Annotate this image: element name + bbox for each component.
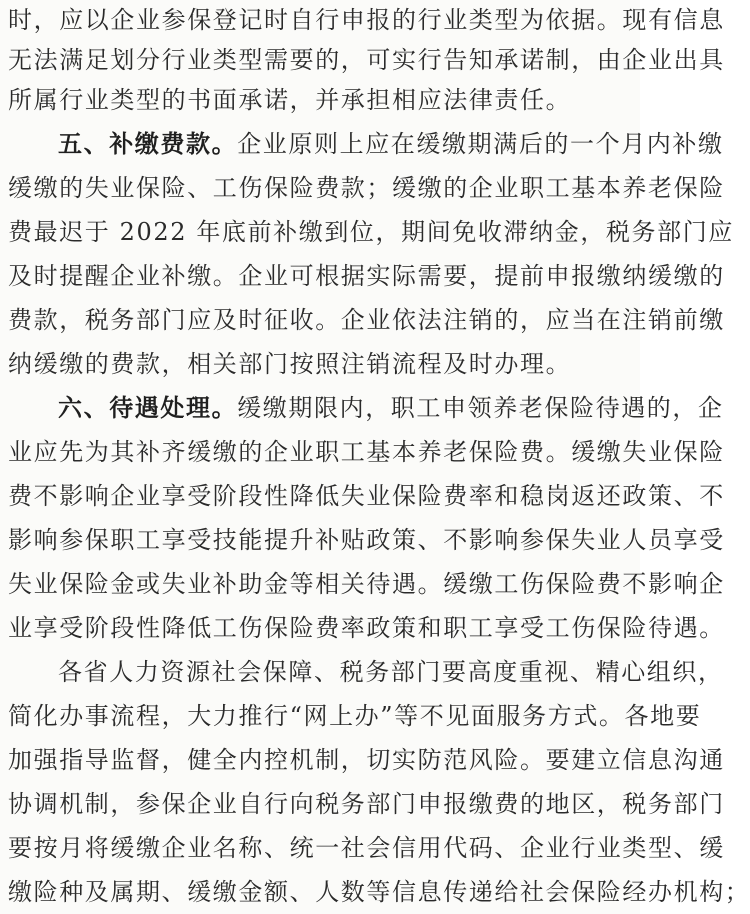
line-text: 所属行业类型的书面承诺，并承担相应法律责任。 — [8, 86, 572, 114]
line-text: 企业原则上应在缓缴期满后的一个月内补缴 — [237, 130, 724, 158]
section-heading-six: 六、待遇处理。 — [58, 394, 238, 422]
line-text: 影响参保职工享受技能提升补贴政策、不影响参保失业人员享受 — [8, 526, 725, 554]
line-text: 费最迟于 2022 年底前补缴到位，期间免收滞纳金，税务部门应 — [8, 218, 734, 246]
paragraph-line — [0, 256, 725, 296]
line-text: 无法满足划分行业类型需要的，可实行告知承诺制，由企业出具 — [8, 46, 725, 74]
section-six-first-line — [0, 388, 724, 428]
line-text: 及时提醒企业补缴。企业可根据实际需要，提前申报缴纳缓缴的 — [8, 262, 725, 290]
paragraph-line — [0, 40, 725, 80]
paragraph-line — [0, 300, 725, 340]
paragraph-line — [0, 564, 725, 604]
paragraph-line — [0, 828, 725, 868]
line-text: 各省人力资源社会保障、税务部门要高度重视、精心组织， — [58, 658, 724, 686]
paragraph-line — [0, 608, 725, 648]
paragraph-line — [0, 696, 702, 736]
line-text: 业应先为其补齐缓缴的企业职工基本养老保险费。缓缴失业保险 — [8, 438, 725, 466]
line-text: 要按月将缓缴企业名称、统一社会信用代码、企业行业类型、缓 — [8, 834, 725, 862]
closing-paragraph-first-line — [0, 652, 724, 692]
section-five-first-line — [0, 124, 724, 164]
section-heading-five: 五、补缴费款。 — [58, 130, 238, 158]
line-text: 简化办事流程，大力推行“网上办”等不见面服务方式。各地要 — [8, 702, 702, 730]
line-text: 缓缴期限内，职工申领养老保险待遇的，企 — [237, 394, 724, 422]
line-text: 缓缴的失业保险、工伤保险费款；缓缴的企业职工基本养老保险 — [8, 174, 725, 202]
paragraph-line — [0, 344, 648, 384]
line-text: 协调机制，参保企业自行向税务部门申报缴费的地区，税务部门 — [8, 790, 725, 818]
line-text: 费不影响企业享受阶段性降低失业保险费率和稳岗返还政策、不 — [8, 482, 725, 510]
paragraph-line — [0, 0, 725, 40]
line-text: 加强指导监督，健全内控机制，切实防范风险。要建立信息沟通 — [8, 746, 725, 774]
line-text: 缴险种及属期、缓缴金额、人数等信息传递给社会保险经办机构； — [8, 878, 750, 906]
paragraph-line — [0, 80, 648, 120]
paragraph-line — [0, 520, 725, 560]
line-text: 业享受阶段性降低工伤保险费率政策和职工享受工伤保险待遇。 — [8, 614, 725, 642]
paragraph-line — [0, 784, 725, 824]
paragraph-line — [0, 168, 725, 208]
line-text: 失业保险金或失业补助金等相关待遇。缓缴工伤保险费不影响企 — [8, 570, 725, 598]
paragraph-line — [0, 476, 725, 516]
paragraph-line — [0, 212, 734, 252]
paragraph-line — [0, 872, 750, 912]
paragraph-line — [0, 432, 725, 472]
line-text: 时，应以企业参保登记时自行申报的行业类型为依据。现有信息 — [8, 6, 725, 34]
paragraph-line — [0, 740, 725, 780]
line-text: 费款，税务部门应及时征收。企业依法注销的，应当在注销前缴 — [8, 306, 725, 334]
line-text: 纳缓缴的费款，相关部门按照注销流程及时办理。 — [8, 350, 572, 378]
